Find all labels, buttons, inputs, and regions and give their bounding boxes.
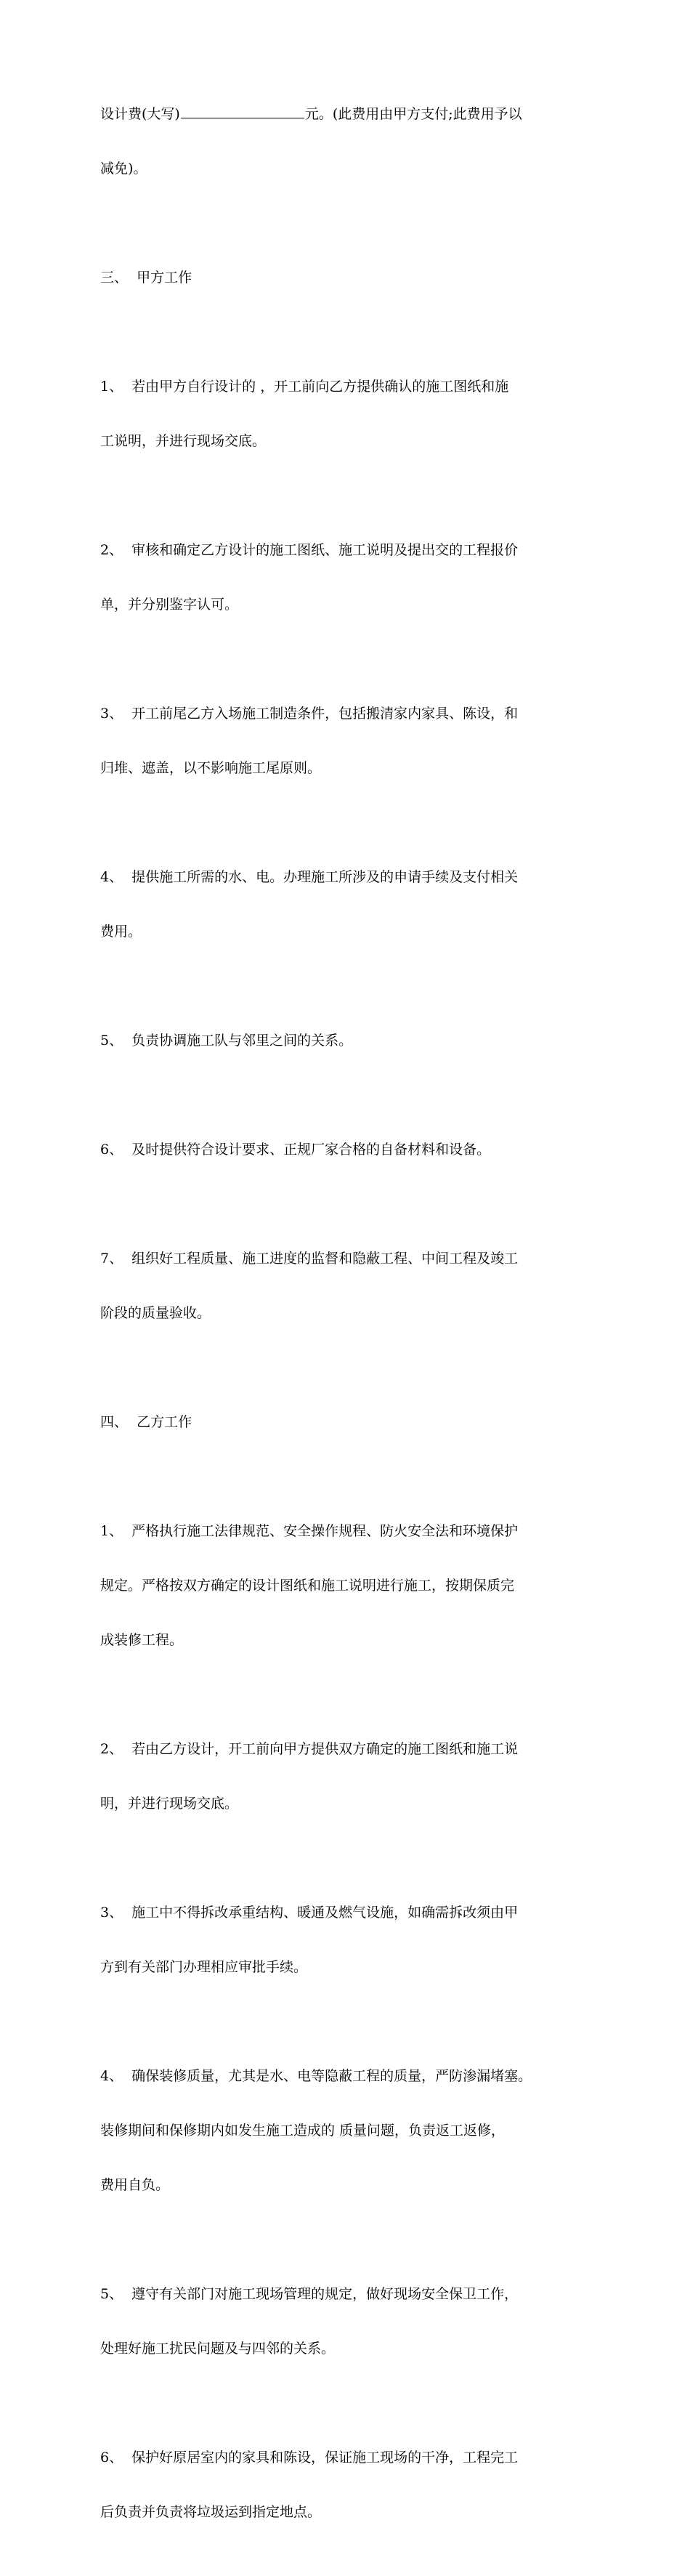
design-fee-blank bbox=[181, 105, 304, 118]
section-3-item-3: 3、 开工前尾乙方入场施工制造条件，包括搬清家内家具、陈设，和 归堆、遮盖，以不影响施工尾原则。 bbox=[100, 706, 519, 776]
section-3-item-1: 1、 若由甲方自行设计的 ，开工前向乙方提供确认的施工图纸和施 工说明，并进行现场交底。 bbox=[100, 379, 509, 449]
document-page bbox=[100, 69, 601, 2576]
section-4-item-4: 4、 确保装修质量，尤其是水、电等隐蔽工程的质量，严防渗漏堵塞。 装修期间和保修期内如发生施工造成的 质量问题，负责返工返修， 费用自负。 bbox=[100, 2068, 532, 2193]
section-4-item-1: 1、 严格执行施工法律规范、安全操作规程、防火安全法和环境保护 规定。严格按双方确定的设计图纸和施工说明进行施工，按期保质完 成装修工程。 bbox=[100, 1523, 519, 1648]
section-4-item-6: 6、 保护好原居室内的家具和陈设，保证施工现场的干净，工程完工 后负责并负责将垃圾运到指定地点。 bbox=[100, 2450, 519, 2520]
design-fee-note: 元。(此费用由甲方支付;此费用予以 bbox=[304, 106, 522, 122]
section-4-item-3: 3、 施工中不得拆改承重结构、暖通及燃气设施，如确需拆改须由甲 方到有关部门办理相应审批手续。 bbox=[100, 1905, 519, 1975]
design-fee-paragraph bbox=[100, 69, 601, 214]
section-3-item-7: 7、 组织好工程质量、施工进度的监督和隐蔽工程、中间工程及竣工 阶段的质量验收。 bbox=[100, 1251, 519, 1321]
section-4-item-5: 5、 遵守有关部门对施工现场管理的规定，做好现场安全保卫工作， 处理好施工扰民问题及与四邻的关系。 bbox=[100, 2286, 519, 2357]
section-4-heading: 四、 乙方工作 bbox=[100, 1414, 192, 1430]
section-3-item-6: 6、 及时提供符合设计要求、正规厂家合格的自备材料和设备。 bbox=[100, 1142, 491, 1158]
section-3-item-5: 5、 负责协调施工队与邻里之间的关系。 bbox=[100, 1033, 353, 1049]
design-fee-label: 设计费(大写) bbox=[100, 106, 180, 122]
section-4-item-2: 2、 若由乙方设计，开工前向甲方提供双方确定的施工图纸和施工说 明，并进行现场交底。 bbox=[100, 1741, 519, 1812]
section-3-heading: 三、 甲方工作 bbox=[100, 270, 192, 286]
design-fee-line-2: 减免)。 bbox=[100, 161, 147, 177]
section-3-item-2: 2、 审核和确定乙方设计的施工图纸、施工说明及提出交的工程报价 单，并分别鉴字认可。 bbox=[100, 542, 519, 613]
section-3-item-4: 4、 提供施工所需的水、电。办理施工所涉及的申请手续及支付相关 费用。 bbox=[100, 869, 519, 940]
